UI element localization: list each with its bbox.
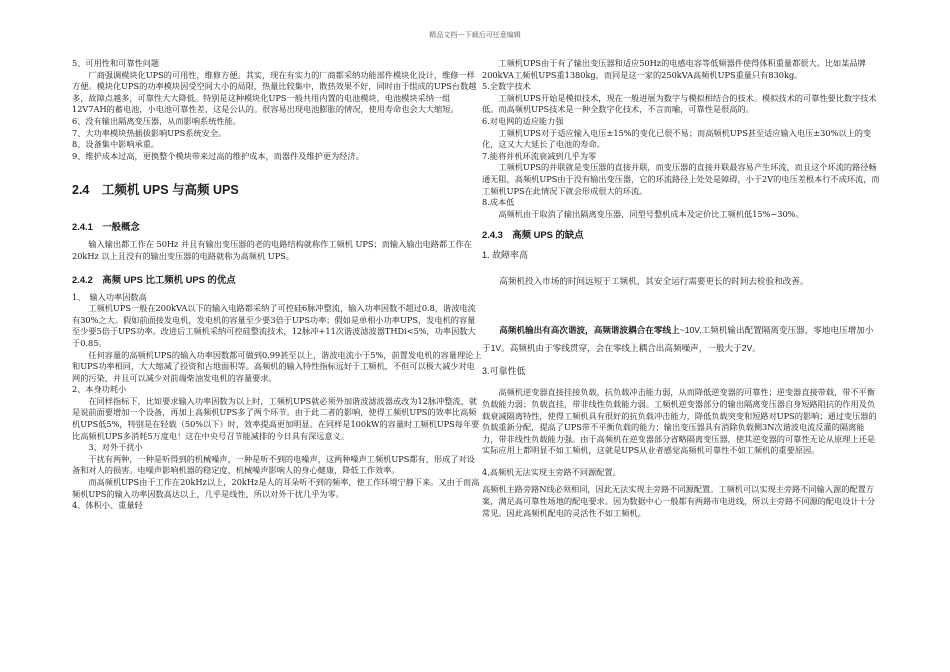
paragraph-general-concept: 输入输出都工作在 50Hz 并且有输出变压器的老的电路结构就称作工频机 UPS；而输入输出电路都工作在 20kHz 以上且没有的输出变压器的电路就称为高频机 UPS。 bbox=[72, 239, 472, 261]
list-item: 7、大功率模块热插拔影响UPS系统安全。 bbox=[72, 127, 227, 138]
page-header: 精品文档---下载后可任意编辑 bbox=[429, 31, 521, 39]
section-heading-2-4-1: 2.4.1 一般概念 bbox=[72, 221, 140, 233]
item-5-title: 5、可用性和可靠性问题 bbox=[72, 58, 160, 68]
paragraph: 高频机逆变器直接挂接负载，抗负载冲击能力弱，从而降低逆变器的可靠性；逆变器直接带载，带不平衡负载能力弱；负载直挂，带非线性负载能力弱。工频机逆变器部分的输出隔离变压器自身短路阻抗的作用及负载衰减隔离特性，使得工频机具有很好的抗负载冲击能力，降低负载突变和短路对UPS的影响；通过变压器的负载重新分配，提高了UPS带不平衡负载的能力；输出变压器具有消除负载侧3N次谐波电流反灌的隔离能力，带非线性负载能力强。由于高频机在逆变器部分省略隔离变压器，使其逆变器的可靠性无论从原理上还是实际应用上都明显不如工频机，这就是UPS从业者感觉高频机可靠性不如工频机的重要原因。 bbox=[482, 387, 877, 456]
paragraph: 工频机UPS一般在200kVA以下的输入电路都采纳了可控硅6脉冲整流，输入功率因数不超过0.8，谐波电流有30%之大。假如前面接发电机，发电机的容量至少要3倍于UPS功率；假如是单相小功率UPS，发电机的容量至少要5倍于UPS功率。改进后工频机采纳可控硅整流技术，12脉冲+11次谐波滤波器THDi<5%，功率因数大于0.85。 bbox=[72, 303, 476, 348]
advantage-6-title: 6.对电网的适应能力强 bbox=[482, 115, 564, 126]
section-heading-2-4-2: 2.4.2 高频 UPS 比工频机 UPS 的优点 bbox=[72, 273, 236, 285]
right-column bbox=[482, 58, 880, 519]
advantage-1-title: 1、 输入功率因数高 bbox=[72, 291, 147, 302]
advantage-7-title: 7.能将并机环流衰减到几乎为零 bbox=[482, 150, 597, 161]
paragraph: 在同样指标下，比如要求输入功率因数为以上时，工频机UPS就必须外加谐波滤波器或改为12脉冲整流，就是说前面要增加一个设备，再加上高频机UPS多了两个环节。由于此二者的影响，使得工频机UPS的效率比高频机UPS低5%，特别是在轻载（50%以下）时，效率提高更加明显。在同样是100kW的容量时工频机UPS每年要比高频机UPS多消耗5万度电！这在中央号召节能减排的今日具有深远意义。 bbox=[72, 395, 480, 441]
advantage-5-title: 5.全数字技术 bbox=[482, 81, 531, 92]
paragraph: 工频机UPS开始是模拟技术，现在一般进展为数字与模拟相结合的技术。模拟技术的可靠性要比数字技术低。而高频机UPS技术是一种全数字化技术，不言而喻，可靠性是很高的。 bbox=[482, 92, 877, 115]
advantage-4-title: 4、体积小、重量轻 bbox=[72, 500, 143, 511]
list-item: 9、维护成本过高，更换整个模块带来过高的维护成本，而器件及维护更为经济。 bbox=[72, 150, 364, 161]
harmonics-bold-text: 高频机输出有高次谐波，高频谐波耦合在零线上 bbox=[499, 325, 680, 336]
paragraph: 高频机主路旁路N线必须相同，因此无法实现主旁路不同源配置。工频机可以实现主旁路不同输入源的配置方案，满足高可靠性场地的配电要求。因为数据中心一般都有两路市电进线，所以主旁路不同源的配电设计十分常见。因此高频机配电的灵活性不如工频机。 bbox=[482, 484, 876, 518]
spacer bbox=[482, 287, 880, 321]
list-item: 8、设备集中影响承重。 bbox=[72, 139, 160, 150]
advantage-2-title: 2、本身功耗小 bbox=[72, 384, 127, 395]
advantage-8-title: 8.成本低 bbox=[482, 197, 515, 208]
paragraph-harmonics bbox=[482, 321, 880, 357]
paragraph: 干扰有两种，一种是听得到的机械噪声，一种是听不到的电噪声，这两种噪声工频机UPS都有，形成了对设备和对人的损害。电噪声影响机器的稳定度，机械噪声影响人的身心健康，降低工作效率。 bbox=[72, 453, 475, 476]
paragraph: 工频机UPS对于适应输入电压±15%的变化已很不易；而高频机UPS甚至适应输入电压±30%以上的变化，这又大大延长了电池的寿命。 bbox=[482, 127, 872, 150]
section-heading-2-4: 2.4 工频机 UPS 与高频 UPS bbox=[72, 183, 239, 198]
list-item: 6、没有输出隔离变压器，从而影响系统性能。 bbox=[72, 115, 241, 126]
disadvantage-1-title: 1. 故障率高 bbox=[482, 250, 529, 261]
disadvantage-4-title: 4,高频机无法实现主旁路不同源配置。 bbox=[482, 466, 621, 477]
paragraph: 工频机UPS的并联就是变压器的直接并联，而变压器的直接并联最容易产生环流，而且这个环流的路径畅通无阻，高频机UPS由于没有输出变压器，它的环流路径上处处是障碍，小于2V的电压差根本行不成环流，而工频机UPS在此情况下就会形成很大的环流。 bbox=[482, 162, 880, 196]
paragraph: 高频机投入市场的时间远短于工频机，其安全运行需要更长的时间去检验和改善。 bbox=[499, 276, 809, 287]
paragraph: 任何容量的高频机UPS的输入功率因数都可做到0.99甚至以上，谐波电流小于5%，前置发电机的容量理论上和UPS功率相同，大大缩减了投资和占地面积等。高频机的输入特性指标远好于工频机，不但可以极大减少对电网的污染，并且可以减少对前端柴油发电机的容量要求。 bbox=[72, 349, 482, 383]
disadvantage-3-title: 3.可靠性低 bbox=[482, 366, 526, 377]
paragraph: 高频机由于取消了输出隔离变压器，同型号整机成本及定价比工频机低15%~30%。 bbox=[498, 208, 804, 219]
paragraph-weight: 工频机UPS由于有了输出变压器和适应50Hz的电感电容等低频器件使得体积重量都很大。比如某品牌200kVA工频机UPS重1380kg，而同是这一家的250kVA高频机UPS重量只有830kg。 bbox=[482, 58, 866, 80]
left-column bbox=[72, 58, 482, 512]
advantage-3-title: 3、对外干扰小 bbox=[88, 442, 143, 453]
paragraph: 而高频机UPS由于工作在20kHz以上，20kHz是人的耳朵听不到的频率，使工作环境宁静下来。又由于而高频机UPS的输入功率因数高达以上，几乎是线性，所以对外干扰几乎为零。 bbox=[72, 477, 480, 499]
paragraph-availability: 厂商强调模块化UPS的可用性，维修方便。其实，现在有实力的厂商都采纳功能部件模块化设计，维修一样方便。模块化UPS的功率模块因受空间大小的局限，热量比较集中，散热效果不好，同时由于组成的UPS台数越多，故障点越多，可靠性大大降低。特别是这种模块化UPS一般共用内置的电池模块，电池模块采纳一组12V7AH的蓄电池，小电池可靠性差，这是公认的。很容易出现电池膨胀的情况，使用寿命也会大大缩短。 bbox=[72, 69, 477, 115]
harmonics-text: ~10V,工频机输出配置隔离变压器，零地电压增加小于1V。高频机由于零线贯穿，会在零线上耦合出高频噪声，一般大于2V。 bbox=[482, 325, 874, 354]
section-heading-2-4-3: 2.4.3 高频 UPS 的缺点 bbox=[482, 229, 584, 241]
spacer bbox=[482, 457, 880, 467]
